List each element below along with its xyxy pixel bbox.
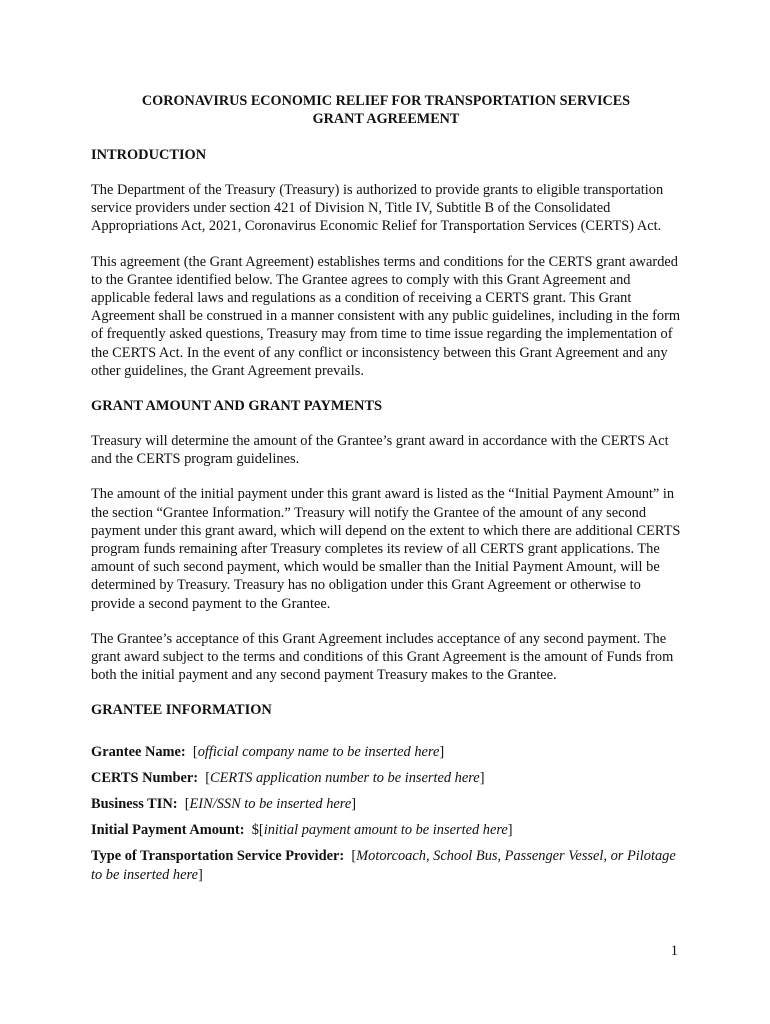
initial-payment-amount-value: initial payment amount to be inserted here [263,822,508,839]
page-number: 1 [670,943,678,959]
initial-payment-amount-bracket-close: ] [507,822,513,839]
business-tin-value: EIN/SSN to be inserted here [189,796,352,813]
grantee-name-label: Grantee Name: [91,744,186,761]
grant-amount-paragraph-2: The amount of the initial payment under this grant award is listed as the “Initial Payment Amount” in the section “Grantee Information.” Treasury will notify the Grantee of the amount of any second payment under this grant award, which will depend on the extent to which there are additional CERTS program funds remaining after Treasury completes its review of all CERTS grant applications. The amount of such second payment, which would be smaller than the Initial Payment Amount, will be determined by Treasury. Treasury has no obligation under this Grant Agreement or otherwise to provide a second payment to the Grantee. [91,486,681,612]
grantee-name-bracket-open: [ [192,744,198,761]
introduction-paragraph-1: The Department of the Treasury (Treasury) is authorized to provide grants to eligible transportation service providers under section 421 of Division N, Title IV, Subtitle B of the Consolidated Appropriations Act, 2021, Coronavirus Economic Relief for Transportation Services (CERTS) Act. [91,182,664,235]
certs-number-label: CERTS Number: [91,770,199,787]
introduction-paragraph-2: This agreement (the Grant Agreement) establishes terms and conditions for the CERTS grant awarded to the Grantee identified below. The Grantee agrees to comply with this Grant Agreement and applicable federal laws and regulations as a condition of receiving a CERTS grant. This Grant Agreement shall be construed in a manner consistent with any public guidelines, including in the form of frequently asked questions, Treasury may from time to time issue regarding the implementation of the CERTS Act. In the event of any conflict or inconsistency between this Grant Agreement and any other guidelines, the Grant Agreement prevails. [91,253,681,379]
provider-type-value: Motorcoach, School Bus, Passenger Vessel, or Pilotage to be inserted here [91,848,676,883]
grantee-name-bracket-close: ] [439,744,445,761]
business-tin-field [91,795,681,814]
document-title-line-2: GRANT AGREEMENT [312,111,460,127]
introduction-heading: INTRODUCTION [91,147,207,163]
provider-type-bracket-close: ] [197,866,203,883]
business-tin-bracket-close: ] [351,796,357,813]
grant-amount-paragraph-3: The Grantee’s acceptance of this Grant Agreement includes acceptance of any second payment. The grant award subject to the terms and conditions of this Grant Agreement is the amount of Funds from both the initial payment and any second payment Treasury makes to the Grantee. [91,630,674,684]
business-tin-label: Business TIN: [91,796,178,813]
document-page [91,92,681,892]
certs-number-value: CERTS application number to be inserted here [210,770,480,787]
grantee-information-heading: GRANTEE INFORMATION [91,702,272,719]
certs-number-bracket-close: ] [479,770,485,787]
grant-amount-paragraph-1: Treasury will determine the amount of the Grantee’s grant award in accordance with the CERTS Act and the CERTS program guidelines. [91,433,669,468]
certs-number-bracket-open: [ [205,770,211,787]
provider-type-label: Type of Transportation Service Provider: [91,848,345,865]
initial-payment-amount-label: Initial Payment Amount: [91,822,245,839]
initial-payment-amount-field [91,821,681,840]
provider-type-field [91,847,681,884]
provider-type-bracket-open: [ [351,848,357,865]
document-title-line-1: CORONAVIRUS ECONOMIC RELIEF FOR TRANSPORTATION SERVICES [141,93,631,109]
grantee-name-field [91,743,681,762]
initial-payment-amount-bracket-open: $[ [251,822,264,839]
grantee-name-value: official company name to be inserted here [197,744,440,761]
business-tin-bracket-open: [ [184,796,190,813]
grant-amount-heading: GRANT AMOUNT AND GRANT PAYMENTS [91,398,383,415]
certs-number-field [91,769,681,788]
